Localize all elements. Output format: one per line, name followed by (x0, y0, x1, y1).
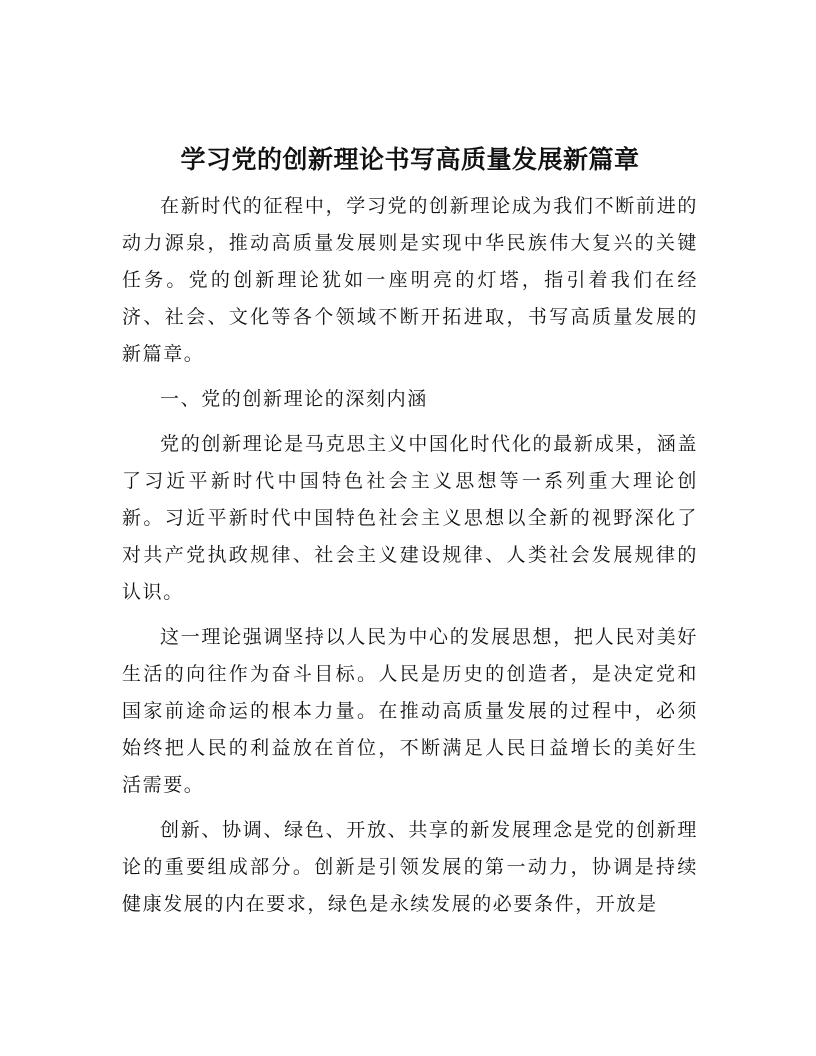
section-heading: 一、党的创新理论的深刻内涵 (160, 388, 428, 410)
paragraph-intro: 在新时代的征程中，学习党的创新理论成为我们不断前进的动力源泉，推动高质量发展则是实现中华民族伟大复兴的关键任务。党的创新理论犹如一座明亮的灯塔，指引着我们在经济、社会、文化等各个领域不断开拓进取，书写高质量发展的新篇章。 (122, 195, 698, 365)
paragraph-people: 这一理论强调坚持以人民为中心的发展思想，把人民对美好生活的向往作为奋斗目标。人民是历史的创造者，是决定党和国家前途命运的根本力量。在推动高质量发展的过程中，必须始终把人民的利益放在首位，不断满足人民日益增长的美好生活需要。 (122, 626, 698, 796)
document-title: 学习党的创新理论书写高质量发展新篇章 (180, 145, 640, 174)
paragraph-development-concepts: 创新、协调、绿色、开放、共享的新发展理念是党的创新理论的重要组成部分。创新是引领发展的第一动力，协调是持续健康发展的内在要求，绿色是永续发展的必要条件，开放是 (122, 819, 698, 915)
paragraph-theory: 党的创新理论是马克思主义中国化时代化的最新成果，涵盖了习近平新时代中国特色社会主义思想等一系列重大理论创新。习近平新时代中国特色社会主义思想以全新的视野深化了对共产党执政规律、社会主义建设规律、人类社会发展规律的认识。 (122, 433, 698, 603)
document-body (122, 142, 698, 931)
